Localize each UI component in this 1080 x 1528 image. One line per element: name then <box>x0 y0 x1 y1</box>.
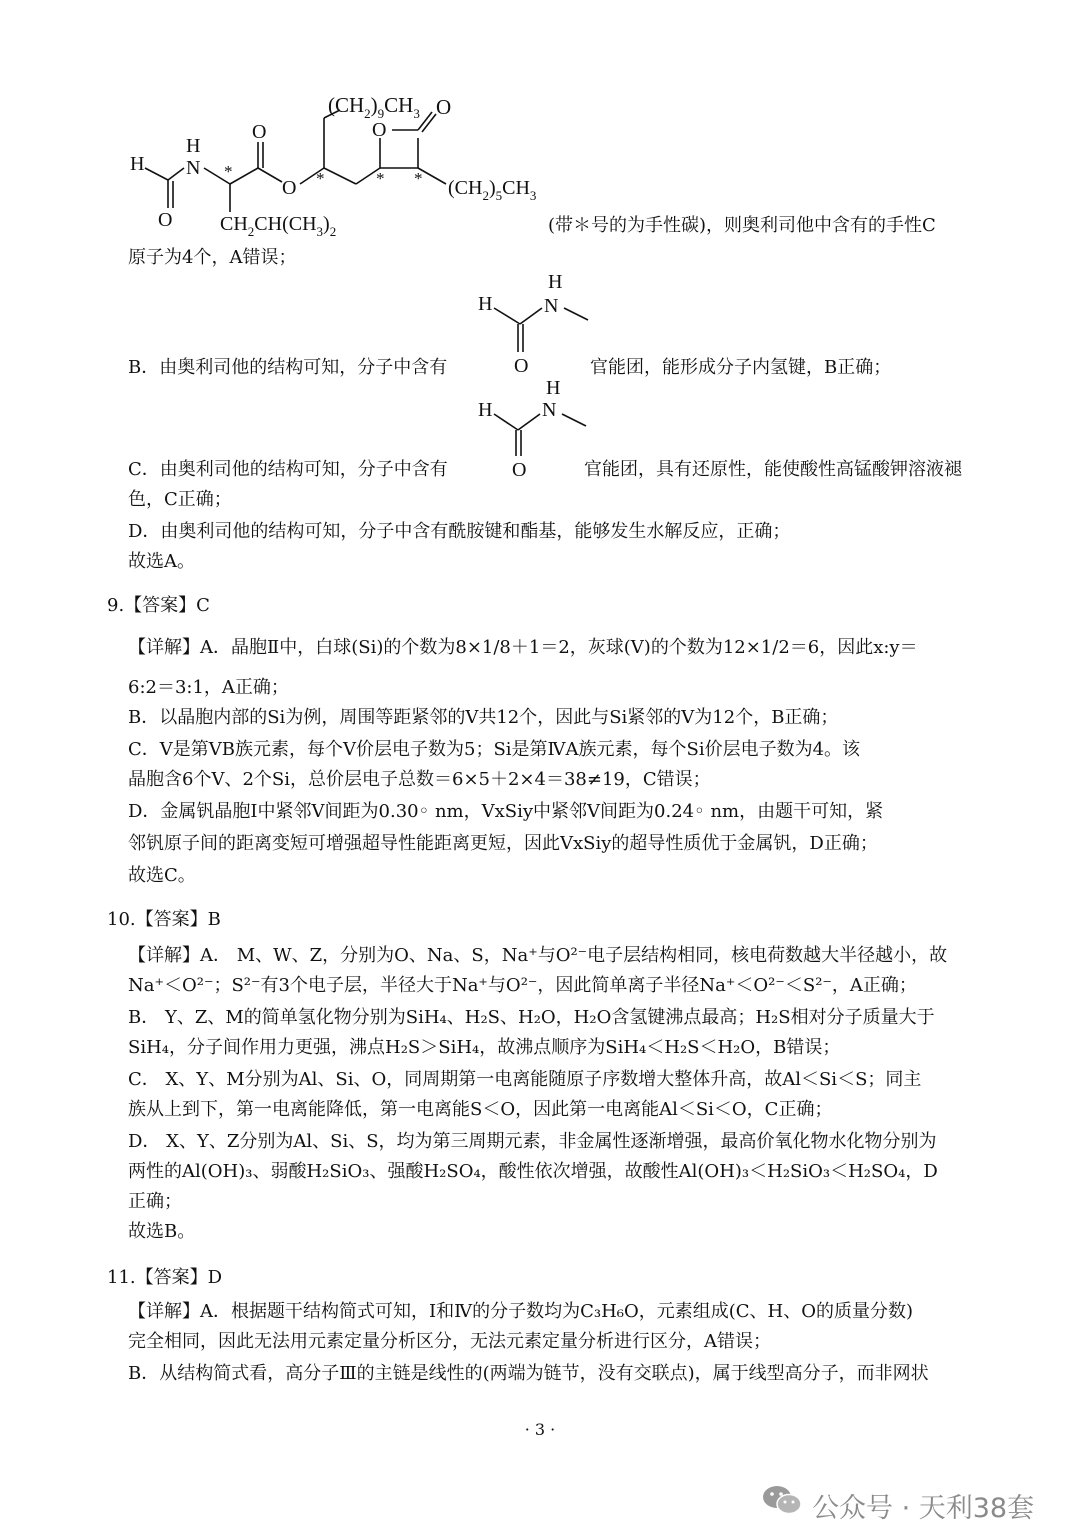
chiral-star-3: * <box>376 169 385 188</box>
wechat-icon <box>760 1482 804 1518</box>
q10-select: 故选B。 <box>128 1221 196 1242</box>
q9-a1: 【详解】A．晶胞Ⅱ中，白球(Si)的个数为8×1/8＋1＝2，灰球(V)的个数为12×1/2＝6，因此x:y＝ <box>128 637 918 658</box>
formyl-h-label: H <box>130 153 145 175</box>
keto-o-label: O <box>436 95 452 119</box>
q10-c2: 族从上到下，第一电离能降低，第一电离能S＜O，因此第一电离能Al＜Si＜O，C正确； <box>128 1099 833 1120</box>
q10-d2: 两性的Al(OH)₃、弱酸H₂SiO₃、强酸H₂SO₄，酸性依次增强，故酸性Al(OH)₃＜H₂SiO₃＜H₂SO₄，D <box>128 1161 938 1182</box>
formamide-fragment-c <box>470 374 600 484</box>
ring-o-label: O <box>372 119 387 141</box>
frag-b-nh: H <box>548 271 563 293</box>
line-chiral-count: 原子为4个，A错误； <box>128 247 297 268</box>
q9-select: 故选C。 <box>128 865 196 886</box>
line-d: D．由奥利司他的结构可知，分子中含有酰胺键和酯基，能够发生水解反应，正确； <box>128 521 791 542</box>
q10-answer: 10.【答案】B <box>107 909 221 930</box>
q10-b2: SiH₄，分子间作用力更强，沸点H₂S＞SiH₄，故沸点顺序为SiH₄＜H₂S＜H₂O，B错误； <box>128 1037 841 1058</box>
watermark-text: 公众号 · 天利38套 <box>812 1493 1035 1524</box>
line-select-a: 故选A。 <box>128 551 195 572</box>
q10-b1: B． Y、Z、M的简单氢化物分别为SiH₄、H₂S、H₂O，H₂O含氢键沸点最高；H₂S相对分子质量大于 <box>128 1007 935 1028</box>
side-chain-label: $CH_2CH(CH_3)_2$ <box>220 213 337 239</box>
q11-a1: 【详解】A．根据题干结构简式可知，Ⅰ和Ⅳ的分子数均为C₃H₆O，元素组成(C、H、O的质量分数) <box>128 1301 914 1322</box>
q9-c2: 晶胞含6个V、2个Si，总价层电子总数＝6×5＋2×4＝38≠19，C错误； <box>128 769 711 790</box>
frag-b-h: H <box>478 293 493 315</box>
q11-b1: B．从结构简式看，高分子Ⅲ的主链是线性的(两端为链节，没有交联点)，属于线型高分子，而非网状 <box>128 1363 929 1384</box>
orlistat-structure <box>120 80 570 250</box>
q10-d1: D． X、Y、Z分别为Al、Si、S，均为第三周期元素，非金属性逐渐增强，最高价氧化物水化物分别为 <box>128 1131 937 1152</box>
formamide-fragment-b <box>470 252 600 380</box>
q9-a2: 6:2＝3:1，A正确； <box>128 677 289 698</box>
line-c-tail: 官能团，具有还原性，能使酸性高锰酸钾溶液褪 <box>584 459 962 480</box>
frag-c-n: N <box>542 399 557 421</box>
top-chain-label: $(CH_2)_9CH_3$ <box>328 93 420 121</box>
line-c2: 色，C正确； <box>128 489 232 510</box>
q11-a2: 完全相同，因此无法用元素定量分析区分，无法元素定量分析进行区分，A错误； <box>128 1331 771 1352</box>
q9-answer: 9.【答案】C <box>107 595 210 616</box>
line-b: B．由奥利司他的结构可知，分子中含有 <box>128 357 448 378</box>
q10-c1: C． X、Y、M分别为Al、Si、O，同周期第一电离能随原子序数增大整体升高，故Al＜Si＜S；同主 <box>128 1069 922 1090</box>
chiral-star-1: * <box>224 162 233 181</box>
q9-c1: C．V是第ⅤB族元素，每个V价层电子数为5；Si是第ⅣA族元素，每个Si价层电子数为4。该 <box>128 739 861 760</box>
chiral-star-4: * <box>414 169 423 188</box>
amide-o-label: O <box>158 209 173 231</box>
watermark <box>760 1480 1060 1524</box>
frag-c-o: O <box>512 459 527 481</box>
ester-o-label: O <box>282 177 297 199</box>
nh-h-label: H <box>186 135 201 157</box>
chiral-star-2: * <box>316 169 325 188</box>
q10-a1: 【详解】A． M、W、Z，分别为O、Na、S，Na⁺与O²⁻电子层结构相同，核电荷数越大半径越小，故 <box>128 945 948 966</box>
right-chain-label: $(CH_2)_5CH_3$ <box>448 177 537 203</box>
acyl-o-label: O <box>252 121 267 143</box>
line-b-tail: 官能团，能形成分子内氢键，B正确； <box>590 357 892 378</box>
line-chiral-note: (带＊号的为手性碳)，则奥利司他中含有的手性C <box>548 215 936 236</box>
line-c: C．由奥利司他的结构可知，分子中含有 <box>128 459 448 480</box>
q10-a2: Na⁺＜O²⁻；S²⁻有3个电子层，半径大于Na⁺与O²⁻，因此简单离子半径Na⁺＜O²⁻＜S²⁻，A正确； <box>128 975 917 996</box>
frag-c-h: H <box>478 399 493 421</box>
q9-b: B．以晶胞内部的Si为例，周围等距紧邻的V共12个，因此与Si紧邻的V为12个，B正确； <box>128 707 839 728</box>
q9-d2: 邻钒原子间的距离变短可增强超导性能距离更短，因此VxSiy的超导性质优于金属钒，D正确； <box>128 833 878 854</box>
q11-answer: 11.【答案】D <box>107 1267 223 1288</box>
page-number: · 3 · <box>524 1420 556 1439</box>
frag-b-o: O <box>514 355 529 377</box>
n-label: N <box>186 157 201 179</box>
q9-d1: D．金属钒晶胞Ⅰ中紧邻V间距为0.30◦ nm，VxSiy中紧邻V间距为0.24◦ nm，由题干可知，紧 <box>128 801 884 822</box>
frag-c-nh: H <box>546 377 561 399</box>
frag-b-n: N <box>544 295 559 317</box>
q10-d3: 正确； <box>128 1191 182 1212</box>
